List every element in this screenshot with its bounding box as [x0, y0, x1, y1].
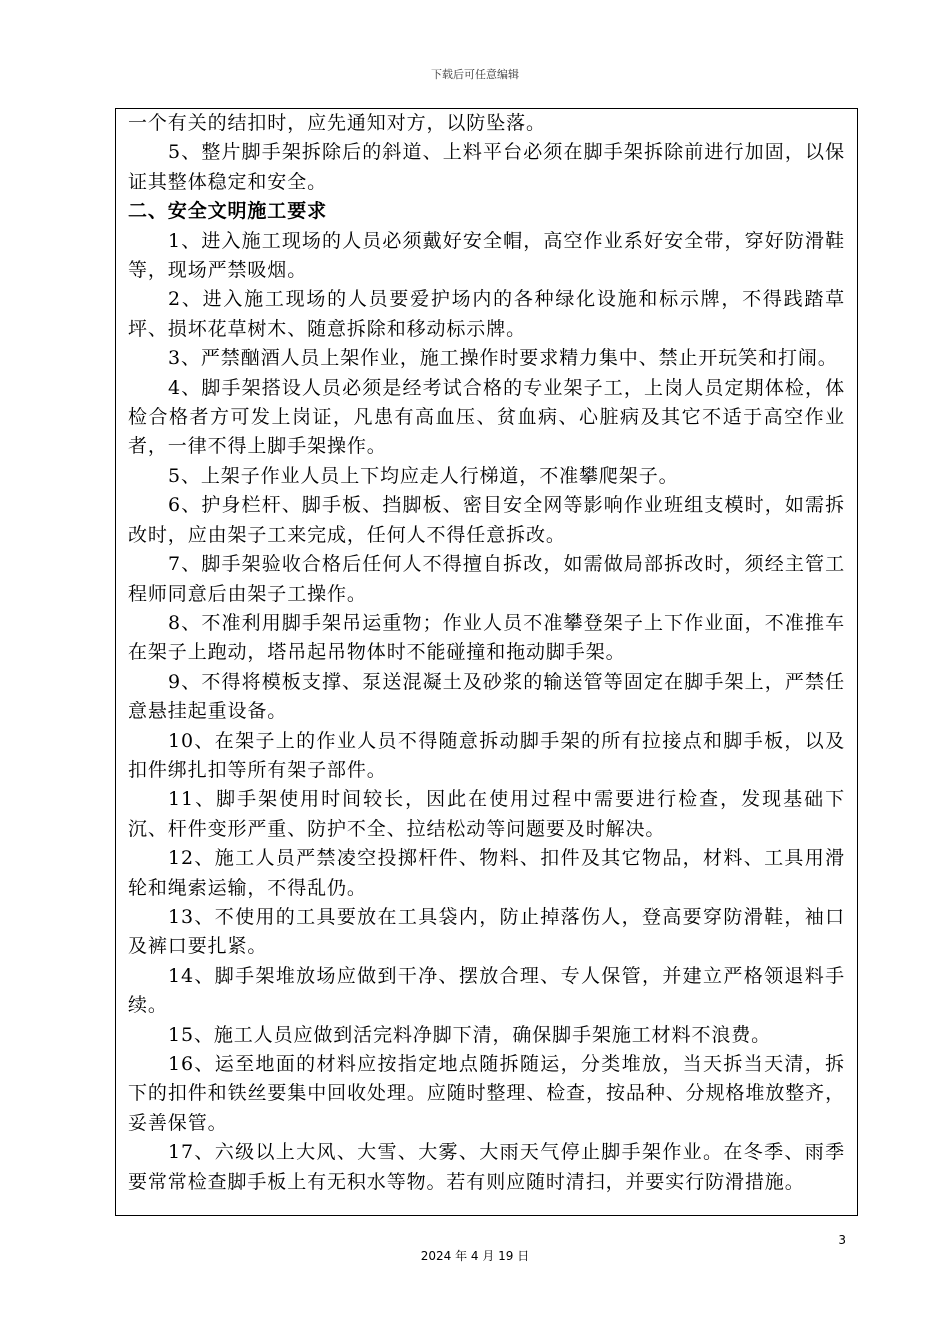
- list-item: 15、施工人员应做到活完料净脚下清，确保脚手架施工材料不浪费。: [168, 1023, 772, 1046]
- list-item: 7、脚手架验收合格后任何人不得擅自拆改，如需做局部拆改时，须经主管工程师同意后由架子工操作。: [128, 553, 845, 605]
- list-item: 10、在架子上的作业人员不得随意拆动脚手架的所有拉接点和脚手板，以及扣件绑扎扣等所有架子部件。: [128, 729, 845, 781]
- list-item: 6、护身栏杆、脚手板、挡脚板、密目安全网等影响作业班组支模时，如需拆改时，应由架子工来完成，任何人不得任意拆改。: [128, 494, 845, 546]
- list-item: 3、严禁酗酒人员上架作业，施工操作时要求精力集中、禁止开玩笑和打闹。: [168, 347, 838, 370]
- list-item: 8、不准利用脚手架吊运重物；作业人员不准攀登架子上下作业面，不准推车在架子上跑动，塔吊起吊物体时不能碰撞和拖动脚手架。: [128, 611, 845, 664]
- list-item: 11、脚手架使用时间较长，因此在使用过程中需要进行检查，发现基础下沉、杆件变形严重、防护不全、拉结松动等问题要及时解决。: [128, 788, 845, 840]
- content-box: [115, 108, 858, 1216]
- list-item: 5、上架子作业人员上下均应走人行梯道，不准攀爬架子。: [168, 464, 679, 487]
- list-item: 16、运至地面的材料应按指定地点随拆随运，分类堆放，当天拆当天清，拆下的扣件和铁丝要集中回收处理。应随时整理、检查，按品种、分规格堆放整齐，妥善保管。: [128, 1053, 845, 1134]
- list-item: 9、不得将模板支撑、泵送混凝土及砂浆的输送管等固定在脚手架上，严禁任意悬挂起重设备。: [128, 670, 845, 723]
- list-item: 13、不使用的工具要放在工具袋内，防止掉落伤人，登高要穿防滑鞋，袖口及裤口要扎紧。: [128, 905, 845, 958]
- list-item: 14、脚手架堆放场应做到干净、摆放合理、专人保管，并建立严格领退料手续。: [128, 964, 845, 1017]
- header-note: 下载后可任意编辑: [431, 68, 519, 81]
- list-item: 2、进入施工现场的人员要爱护场内的各种绿化设施和标示牌，不得践踏草坪、损坏花草树木、随意拆除和移动标示牌。: [128, 288, 845, 340]
- list-item: 4、脚手架搭设人员必须是经考试合格的专业架子工，上岗人员定期体检，体检合格者方可发上岗证，凡患有高血压、贫血病、心脏病及其它不适于高空作业者，一律不得上脚手架操作。: [128, 376, 845, 458]
- continuation-text: 一个有关的结扣时，应先通知对方，以防坠落。: [128, 112, 546, 134]
- section-title: 二、安全文明施工要求: [128, 200, 328, 223]
- list-item: 5、整片脚手架拆除后的斜道、上料平台必须在脚手架拆除前进行加固，以保证其整体稳定和安全。: [128, 141, 845, 193]
- list-item: 12、施工人员严禁凌空投掷杆件、物料、扣件及其它物品，材料、工具用滑轮和绳索运输，不得乱仍。: [128, 847, 845, 899]
- list-item: 17、六级以上大风、大雪、大雾、大雨天气停止脚手架作业。在冬季、雨季要常常检查脚手板上有无积水等物。若有则应随时清扫，并要实行防滑措施。: [128, 1141, 845, 1193]
- list-item: 1、进入施工现场的人员必须戴好安全帽，高空作业系好安全带，穿好防滑鞋等，现场严禁吸烟。: [128, 229, 845, 282]
- page-number: 3: [838, 1233, 846, 1247]
- footer-date: 2024 年 4 月 19 日: [420, 1249, 530, 1263]
